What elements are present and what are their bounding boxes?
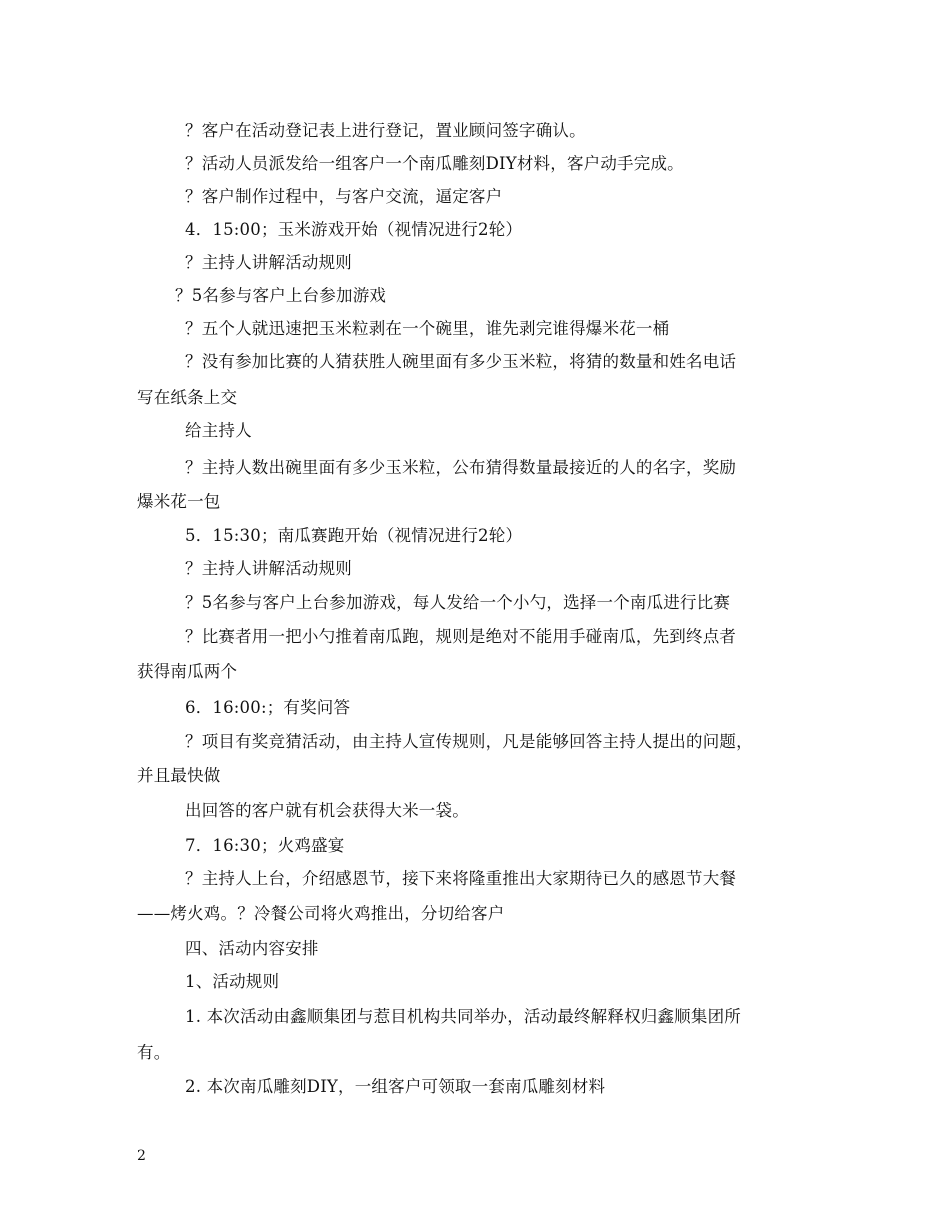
text-line: ？主持人讲解活动规则 (185, 559, 352, 578)
text-line: ？五个人就迅速把玉米粒剥在一个碗里，谁先剥完谁得爆米花一桶 (185, 319, 670, 338)
text-line: ？比赛者用一把小勺推着南瓜跑，规则是绝对不能用手碰南瓜，先到终点者 (185, 627, 737, 646)
text-line: ？主持人讲解活动规则 (185, 253, 352, 272)
text-line: ？客户制作过程中，与客户交流，逼定客户 (185, 187, 503, 206)
text-line: ？没有参加比赛的人猜获胜人碗里面有多少玉米粒，将猜的数量和姓名电话 (185, 352, 737, 371)
text-line: 5．15:30；南瓜赛跑开始（视情况进行2轮） (185, 526, 523, 545)
page-number: 2 (137, 1148, 146, 1164)
text-line: 2. 本次南瓜雕刻DIY，一组客户可领取一套南瓜雕刻材料 (185, 1077, 606, 1096)
text-line: ？5名参与客户上台参加游戏，每人发给一个小勺，选择一个南瓜进行比赛 (185, 593, 731, 612)
text-line: ？活动人员派发给一组客户一个南瓜雕刻DIY材料，客户动手完成。 (185, 154, 684, 173)
text-line: 出回答的客户就有机会获得大米一袋。 (185, 801, 469, 820)
text-line: 6．16:00:；有奖问答 (185, 698, 351, 717)
text-line: 并且最快做 (137, 766, 221, 785)
text-line: 四、活动内容安排 (185, 939, 319, 958)
text-line: 1. 本次活动由鑫顺集团与惹目机构共同举办，活动最终解释权归鑫顺集团所 (185, 1007, 741, 1026)
text-line: 获得南瓜两个 (137, 662, 238, 681)
text-line: ？主持人数出碗里面有多少玉米粒，公布猜得数量最接近的人的名字，奖励 (185, 458, 737, 477)
text-line: 1、活动规则 (185, 972, 280, 991)
text-line: ？5名参与客户上台参加游戏 (175, 286, 387, 305)
text-line: ——烤火鸡。？冷餐公司将火鸡推出，分切给客户 (137, 904, 505, 923)
text-line: ？主持人上台，介绍感恩节，接下来将隆重推出大家期待已久的感恩节大餐 (185, 869, 737, 888)
text-line: ？客户在活动登记表上进行登记，置业顾问签字确认。 (185, 121, 586, 140)
text-line: 4．15:00；玉米游戏开始（视情况进行2轮） (185, 220, 523, 239)
text-line: 给主持人 (185, 421, 252, 440)
text-line: 爆米花一包 (137, 492, 221, 511)
text-line: 7．16:30；火鸡盛宴 (185, 836, 345, 855)
text-line: 有。 (137, 1043, 171, 1062)
text-line: 写在纸条上交 (137, 388, 238, 407)
text-line: ？项目有奖竞猜活动，由主持人宣传规则，凡是能够回答主持人提出的问题， (185, 732, 753, 751)
